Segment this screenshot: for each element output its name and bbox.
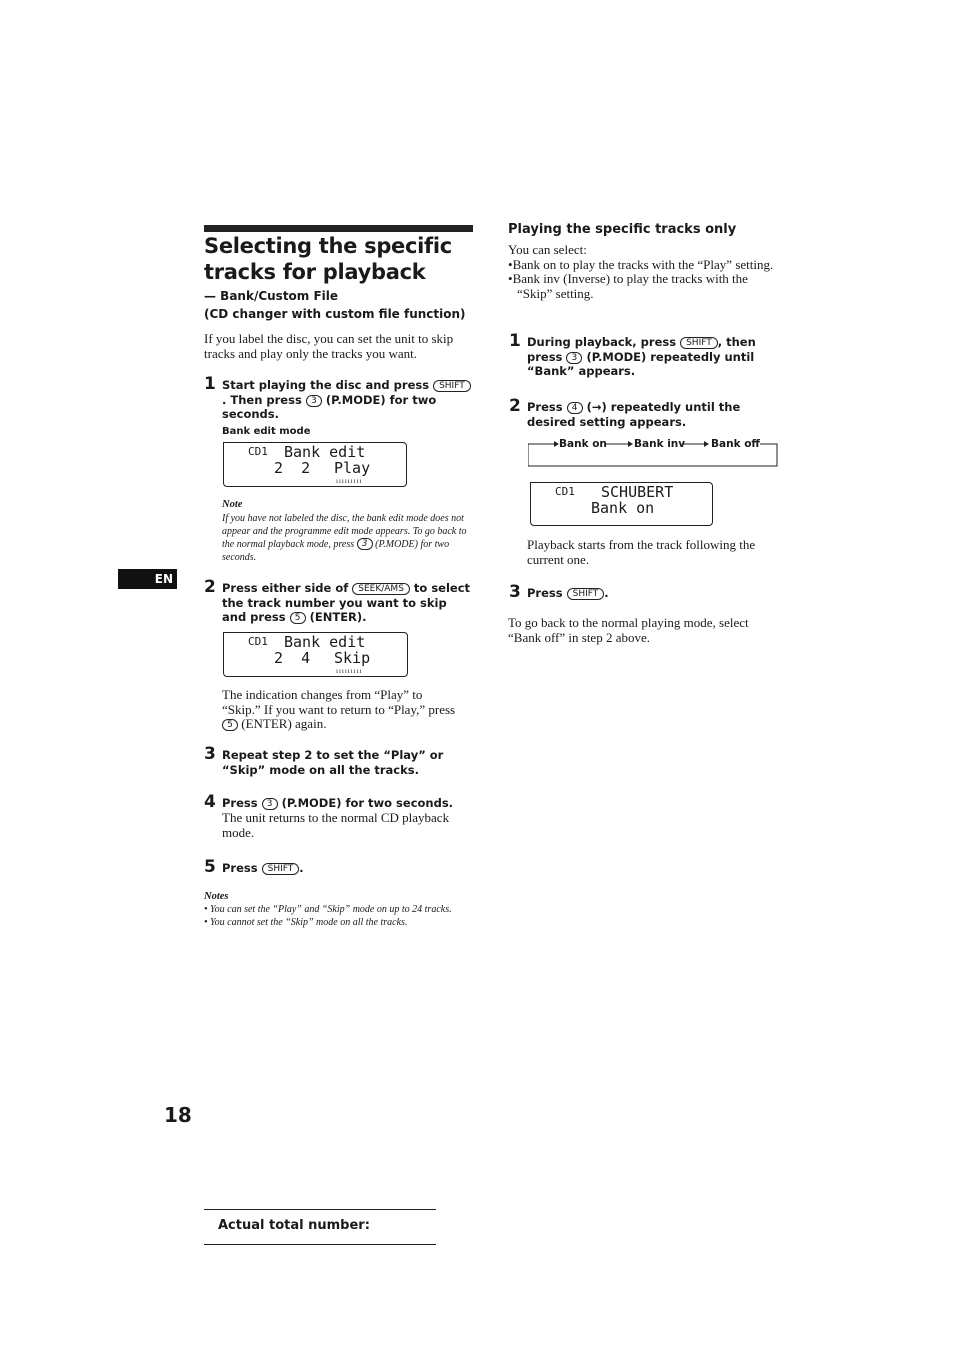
step-1-text: Start playing the disc and press SHIFT. Then press 3 (P.MODE) for two seconds. xyxy=(222,378,472,422)
page-title: Selecting the specific tracks for playback xyxy=(204,234,452,284)
step-number: 5 xyxy=(204,857,216,877)
actual-total-number-label: Actual total number: xyxy=(218,1218,370,1233)
notes-list: • You can set the “Play” and “Skip” mode on up to 24 tracks. • You cannot set the “Skip” mode on all the tracks. xyxy=(204,904,452,928)
step-2-description: The indication changes from “Play” to “Skip.” If you want to return to “Play,” press 5 (ENTER) again. xyxy=(222,687,456,731)
step-4-description: The unit returns to the normal CD playback mode. xyxy=(222,810,450,840)
intro-text: If you label the disc, you can set the unit to skip tracks and play only the tracks you want. xyxy=(204,331,454,361)
note-text: If you have not labeled the disc, the bank edit mode does not appear and the programme edit mode appears. To go back to the normal playback mode, press 3 (P.MODE) for two seconds. xyxy=(222,513,467,563)
page-number: 18 xyxy=(164,1103,192,1127)
language-tab: EN xyxy=(118,569,177,589)
note-heading: Note xyxy=(222,499,243,510)
step-5-text: Press SHIFT . xyxy=(222,861,304,875)
playback-description: Playback starts from the track following the current one. xyxy=(527,537,756,567)
lcd-display-bank-edit-play: CD1 Bank edit 2 2 Play ııııııııı xyxy=(223,442,407,487)
step-number: 4 xyxy=(204,792,216,812)
title-rule xyxy=(204,225,473,232)
footer-rule-bottom xyxy=(204,1244,436,1245)
subtitle: — Bank/Custom File (CD changer with custom file function) xyxy=(204,289,466,321)
step-4-text: Press 3 (P.MODE) for two seconds. xyxy=(222,796,454,810)
step-number: 3 xyxy=(509,582,521,602)
footer-rule-top xyxy=(204,1209,436,1210)
right-step-2-text: Press 4 (→) repeatedly until the desired setting appears. xyxy=(527,400,741,429)
step-3-text: Repeat step 2 to set the “Play” or “Skip” mode on all the tracks. xyxy=(222,748,444,777)
setting-cycle-diagram: Bank on Bank inv Bank off xyxy=(528,441,778,467)
blinking-skip: Skip xyxy=(334,649,371,667)
right-step-1-text: During playback, press SHIFT , then press 3 (P.MODE) repeatedly until “Bank” appears. xyxy=(527,335,756,378)
lcd-display-schubert: CD1 SCHUBERT Bank on xyxy=(530,482,713,526)
lcd-display-bank-edit-skip: CD1 Bank edit 2 4 Skip ııııııııı xyxy=(223,632,408,677)
step-number: 1 xyxy=(204,374,216,394)
shift-key: SHIFT xyxy=(433,380,471,392)
step-number: 2 xyxy=(204,577,216,597)
back-instruction: To go back to the normal playing mode, select “Bank off” in step 2 above. xyxy=(508,615,749,645)
seek-ams-key: SEEK/AMS xyxy=(352,583,410,595)
step-number: 1 xyxy=(509,331,521,351)
blinking-play: Play xyxy=(334,459,371,477)
bank-edit-mode-label: Bank edit mode xyxy=(222,426,311,437)
right-step-3-text: Press SHIFT . xyxy=(527,586,609,600)
notes-heading: Notes xyxy=(204,891,229,902)
key-5: 5 xyxy=(290,612,306,624)
step-number: 2 xyxy=(509,396,521,416)
section-heading: Playing the specific tracks only xyxy=(508,222,737,237)
selection-intro: You can select: •Bank on to play the tracks with the “Play” setting. •Bank inv (Inverse) to play the tracks with the “Skip” setting. xyxy=(508,242,774,301)
step-number: 3 xyxy=(204,744,216,764)
step-2-text: Press either side of SEEK/AMS to select the track number you want to skip and press 5 (ENTER). xyxy=(222,581,471,624)
key-3: 3 xyxy=(306,395,322,407)
